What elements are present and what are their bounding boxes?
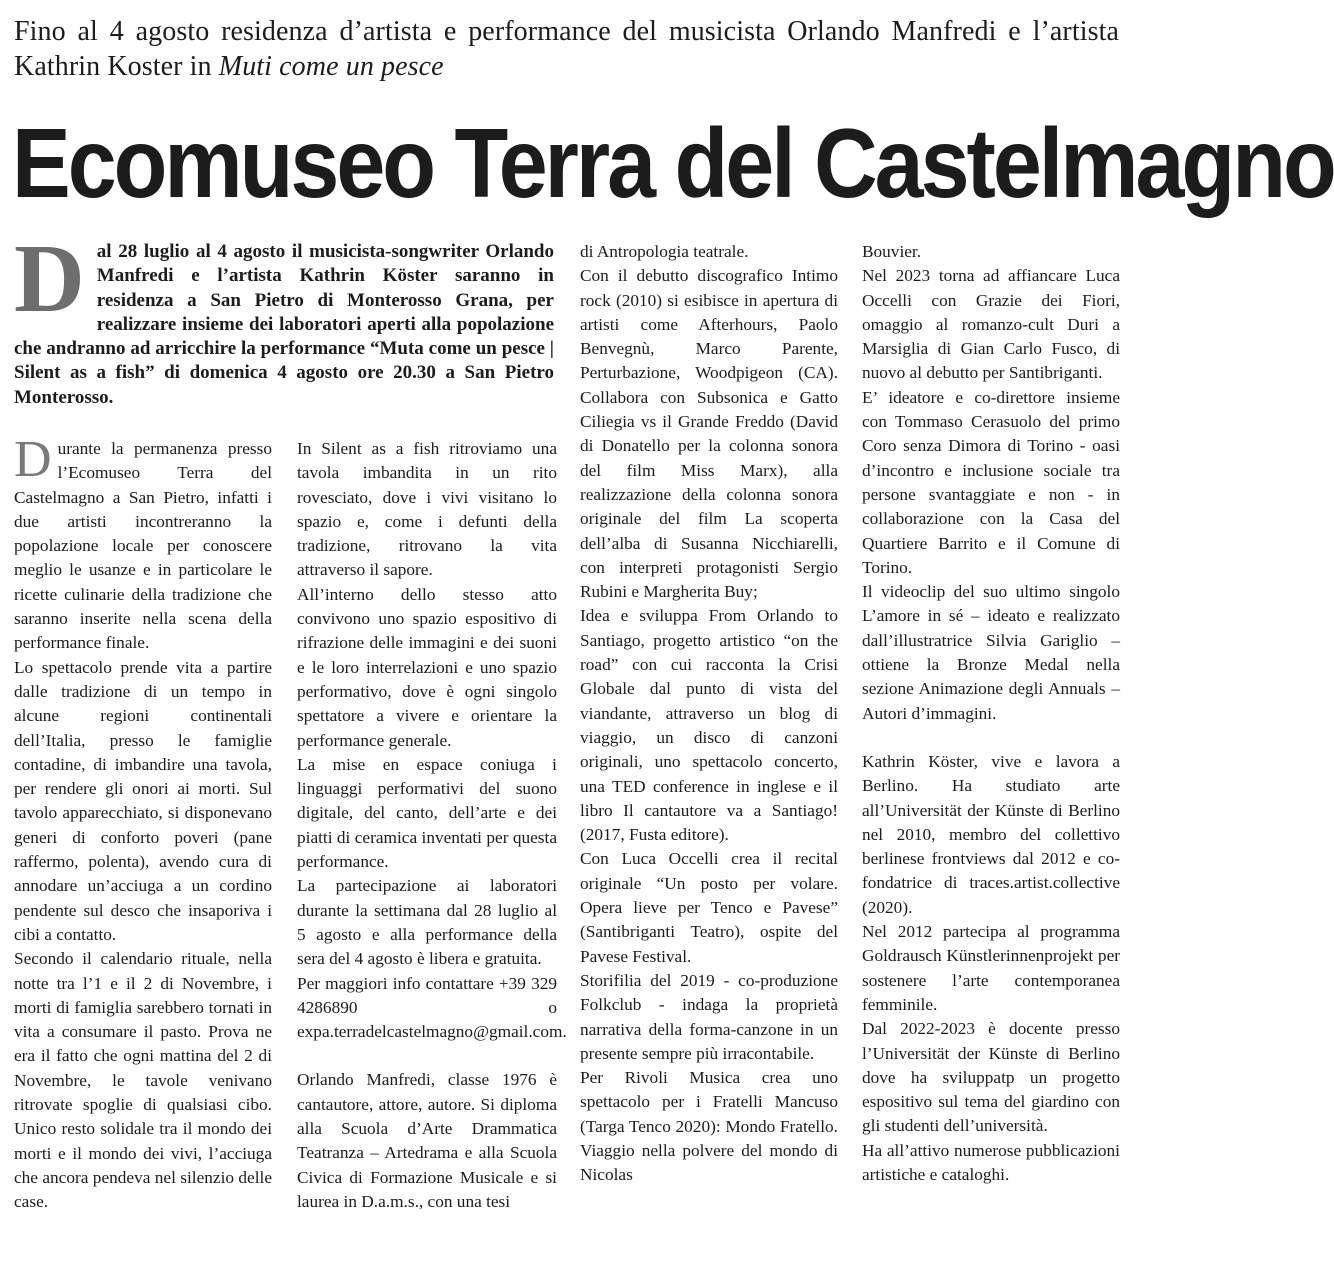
col4-paragraph-2: Nel 2023 torna ad affiancare Luca Occelli con Grazie dei Fiori, omaggio al romanzo-cult Duri a Marsiglia di Gian Carlo Fusco, di nuovo al debutto per Santibriganti. — [862, 266, 1120, 383]
col4-spacer — [862, 726, 1120, 750]
col4-paragraph-1: Bouvier. — [862, 242, 922, 261]
article-column-3 — [580, 240, 838, 1188]
col1-paragraph-1 — [14, 431, 272, 656]
col2-paragraph-3: La mise en espace coniuga i linguaggi performativi del suono digitale, del canto, dell’arte e dei piatti di ceramica inventati per questa performance. — [297, 754, 557, 872]
lead-text: al 28 luglio al 4 agosto il musicista-songwriter Orlando Manfredi e l’artista Kathrin Köster saranno in residenza a San Pietro di Monterosso Grana, per realizzare insieme dei laboratori aperti alla popolazione che andranno ad arricchire la performance “Muta come un pesce | Silent as a fish” di domenica 4 agosto ore 20.30 a San Pietro Monterosso. — [14, 241, 554, 408]
col3-paragraph-1: di Antropologia teatrale. — [580, 242, 749, 261]
kicker — [14, 14, 1119, 84]
col3-paragraph-4: Con Luca Occelli crea il recital originale “Un posto per volare. Opera lieve per Tenco e Pavese” (Santibriganti Teatro), ospite del Pavese Festival. — [580, 849, 838, 966]
col2-paragraph-1: In Silent as a fish ritroviamo una tavola imbandita in un rito rovesciato, dove i vivi visitano lo spazio e, come i defunti della tradizione, ritrovano la vita attraverso il sapore. — [297, 439, 557, 580]
col2-spacer — [297, 1044, 557, 1068]
col2-paragraph-4: La partecipazione ai laboratori durante la settimana dal 28 luglio al 5 agosto e alla performance della sera del 4 agosto è libera e gratuita. — [297, 876, 557, 969]
col4-paragraph-5: Kathrin Köster, vive e lavora a Berlino. Ha studiato arte all’Universität der Künste di Berlino nel 2010, membro del collettivo berlinese frontviews dal 2012 e co-fondatrice di traces.artist.collective (2020). — [862, 751, 1120, 917]
article-column-2 — [297, 437, 567, 1214]
col2-bio-start: Orlando Manfredi, classe 1976 è cantautore, attore, autore. Si diploma alla Scuola d’Arte Drammatica Teatranza – Artedrama e alla Scuola Civica di Formazione Musicale e si laurea in D.a.m.s., con una tesi — [297, 1070, 557, 1211]
article-column-1 — [14, 431, 272, 1215]
col3-paragraph-3: Idea e sviluppa From Orlando to Santiago, progetto artistico “on the road” con cui racconta la Crisi Globale dal punto di vista del viandante, attraverso un blog di viaggio, un disco di canzoni originali, uno spettacolo concerto, una TED conference in inglese e il libro Il cantautore va a Santiago! (2017, Fusta editore). — [580, 606, 838, 845]
col4-paragraph-6: Nel 2012 partecipa al programma Goldrausch Künstlerinnenprojekt per sostenere l’arte contemporanea femminile. — [862, 922, 1120, 1014]
col1-paragraph-3: Secondo il calendario rituale, nella notte tra l’1 e il 2 di Novembre, i morti di famiglia sarebbero tornati in vita a consumare il pasto. Prova ne era il fatto che ogni mattina del 2 di Novembre, le tavole venivano ritrovate spoglie di qualsiasi cibo. Unico resto solidale tra il mondo dei morti e il mondo dei vivi, l’acciuga che ancora pendeva nel silenzio delle case. — [14, 949, 272, 1212]
col3-paragraph-6: Per Rivoli Musica crea uno spettacolo per i Fratelli Mancuso (Targa Tenco 2020): Mondo Fratello. Viaggio nella polvere del mondo di Nicolas — [580, 1068, 838, 1185]
col3-paragraph-5: Storifilia del 2019 - co-produzione Folkclub - indaga la proprietà narrativa della forma-canzone in un presente sempre più irracontabile. — [580, 970, 838, 1063]
headline: Ecomuseo Terra del Castelmagno — [12, 107, 1334, 219]
col2-paragraph-2: All’interno dello stesso atto convivono uno spazio espositivo di rifrazione delle immagini e dei suoni e le loro interrelazioni e uno spazio performativo, dove è ogni singolo spettatore a vivere e orientare la performance generale. — [297, 584, 557, 750]
lead-paragraph — [14, 225, 554, 410]
col4-paragraph-3: E’ ideatore e co-direttore insieme con Tommaso Cerasuolo del primo Coro senza Dimora di Torino - oasi d’incontro e inclusione sociale tra persone svantaggiate e non - in collaborazione con la Casa del Quartiere Barrito e il Comune di Torino. — [862, 387, 1120, 577]
col4-paragraph-4: Il videoclip del suo ultimo singolo L’amore in sé – ideato e realizzato dall’illustratrice Silvia Gariglio – ottiene la Bronze Medal nella sezione Animazione degli Annuals – Autori d’immagini. — [862, 582, 1120, 723]
col1-drop-cap: D — [14, 431, 52, 488]
kicker-text: Fino al 4 agosto residenza d’artista e performance del musicista Orlando Manfredi e l’artista Kathrin Koster in — [14, 16, 1119, 82]
col1-text-1: urante la permanenza presso l’Ecomuseo Terra del Castelmagno a San Pietro, infatti i due artisti incontreranno la popolazione locale per conoscere meglio le usanze e in particolare le ricette culinarie della tradizione che saranno inserite nella scena della performance finale. — [14, 439, 272, 653]
article-column-4 — [862, 240, 1120, 1187]
col1-paragraph-2: Lo spettacolo prende vita a partire dalle tradizione di un tempo in alcune regioni continentali dell’Italia, presso le famiglie contadine, di imbandire una tavola, per rendere gli onori ai morti. Sul tavolo apparecchiato, si disponevano generi di conforto poveri (pane raffermo, polenta), avendo cura di annodare un’acciuga a un cordino pendente sul desco che insaporiva i cibi a contatto. — [14, 657, 272, 944]
kicker-italic-title: Muti come un pesce — [218, 51, 444, 82]
lead-drop-cap: D — [14, 225, 85, 333]
col4-paragraph-8: Ha all’attivo numerose pubblicazioni artistiche e cataloghi. — [862, 1140, 1120, 1184]
col3-paragraph-2: Con il debutto discografico Intimo rock (2010) si esibisce in apertura di artisti come Afterhours, Paolo Benvegnù, Marco Parente, Perturbazione, Woodpigeon (CA). Collabora con Subsonica e Gatto Ciliegia vs il Grande Freddo (David di Donatello per la colonna sonora del film Miss Marx), alla realizzazione della colonna sonora originale del film La scoperta dell’alba di Susanna Nicchiarelli, con interpreti protagonisti Sergio Rubini e Margherita Buy; — [580, 266, 838, 602]
col4-paragraph-7: Dal 2022-2023 è docente presso l’Universität der Künste di Berlino dove ha sviluppatp un progetto espositivo sul tema del giardino con gli studenti dell’università. — [862, 1019, 1120, 1136]
col2-contact-info: Per maggiori info contattare +39 329 4286890 o expa.terradelcastelmagno@gmail.com. — [297, 973, 567, 1042]
